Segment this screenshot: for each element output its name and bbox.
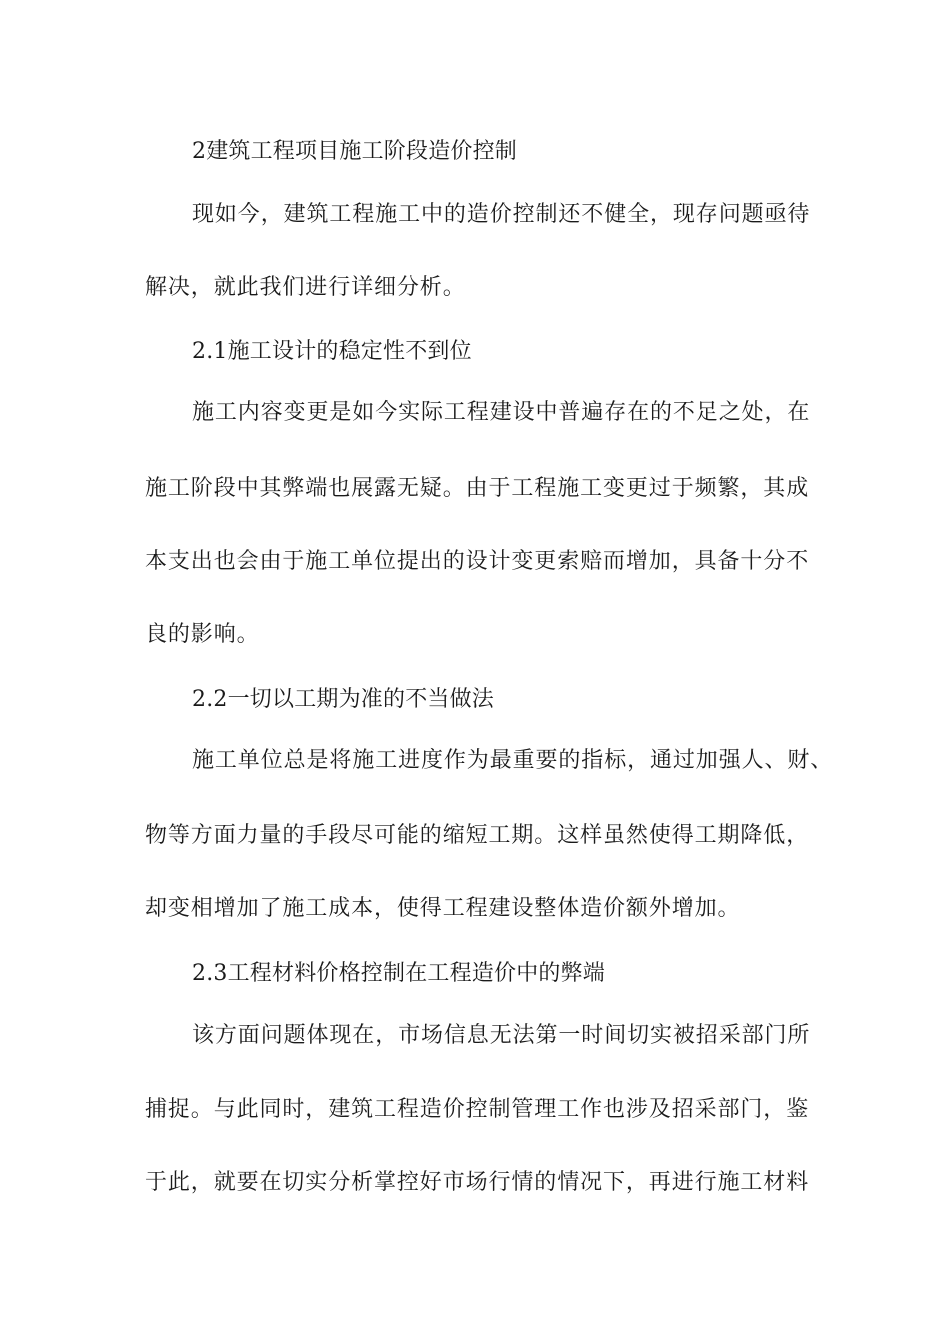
paragraph-line: 该方面问题体现在，市场信息无法第一时间切实被招采部门所: [192, 1023, 811, 1048]
section-heading-2: 2建筑工程项目施工阶段造价控制: [192, 139, 517, 164]
paragraph-line: 却变相增加了施工成本，使得工程建设整体造价额外增加。: [145, 896, 741, 921]
section-heading-2-2: 2.2一切以工期为准的不当做法: [192, 687, 494, 712]
paragraph-line: 良的影响。: [145, 622, 260, 647]
paragraph-line: 施工阶段中其弊端也展露无疑。由于工程施工变更过于频繁，其成: [145, 476, 810, 501]
paragraph-line: 捕捉。与此同时，建筑工程造价控制管理工作也涉及招采部门，鉴: [145, 1097, 810, 1122]
paragraph-line: 解决，就此我们进行详细分析。: [145, 275, 466, 300]
section-heading-2-3: 2.3工程材料价格控制在工程造价中的弊端: [192, 961, 605, 986]
paragraph-line: 施工内容变更是如今实际工程建设中普遍存在的不足之处，在: [192, 400, 811, 425]
section-heading-2-1: 2.1施工设计的稳定性不到位: [192, 339, 472, 364]
paragraph-line: 物等方面力量的手段尽可能的缩短工期。这样虽然使得工期降低，: [145, 823, 810, 848]
paragraph-line: 本支出也会由于施工单位提出的设计变更索赔而增加，具备十分不: [145, 549, 810, 574]
paragraph-line: 现如今，建筑工程施工中的造价控制还不健全，现存问题亟待: [192, 202, 811, 227]
paragraph-line: 施工单位总是将施工进度作为最重要的指标，通过加强人、财、: [192, 748, 834, 773]
paragraph-line: 于此，就要在切实分析掌控好市场行情的情况下，再进行施工材料: [145, 1170, 810, 1195]
